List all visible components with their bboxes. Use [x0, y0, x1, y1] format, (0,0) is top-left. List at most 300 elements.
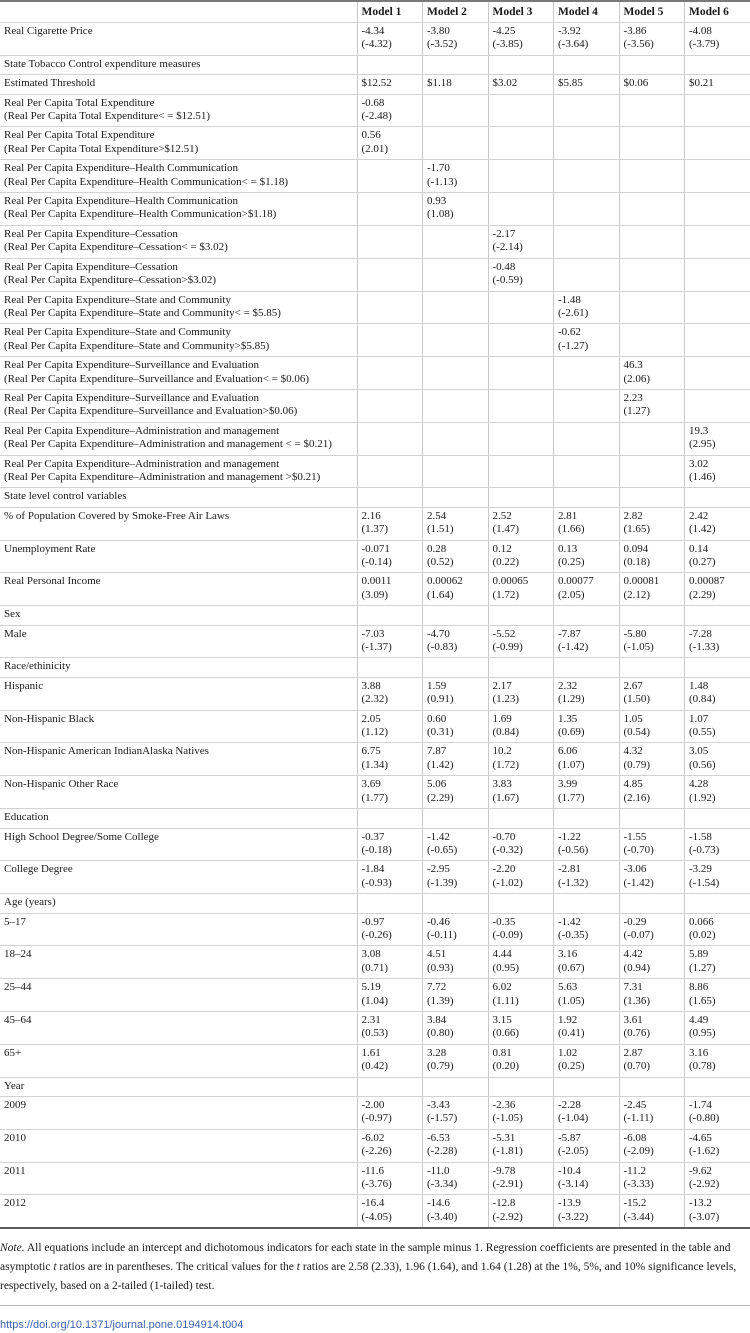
table-row: [0, 743, 750, 776]
row-label: Real Per Capita Expenditure–Surveillance and Evaluation (Real Per Capita Expenditure–Surveillance and Evaluation>$0.06): [0, 389, 357, 422]
table-row: [0, 1044, 750, 1077]
row-label: Real Per Capita Total Expenditure (Real Per Capita Total Expenditure< = $12.51): [0, 94, 357, 127]
value-cell: [554, 422, 620, 455]
value-cell: -3.92 (-3.64): [554, 23, 620, 56]
row-label: 5–17: [0, 913, 357, 946]
value-cell: [554, 389, 620, 422]
row-label: 65+: [0, 1044, 357, 1077]
value-cell: 5.63 (1.05): [554, 979, 620, 1012]
section-row: [0, 1077, 750, 1096]
value-cell: -11.2 (-3.33): [619, 1162, 685, 1195]
value-cell: 1.92 (0.41): [554, 1011, 620, 1044]
table-row: [0, 1011, 750, 1044]
value-cell: [554, 488, 620, 507]
note-segment: All equations include an intercept and dichotomous indicators for each state in the sample minus 1. Regression coefficients are presented in the table and asymptotic: [0, 1242, 730, 1273]
row-label: Non-Hispanic Black: [0, 710, 357, 743]
value-cell: [423, 809, 489, 828]
value-cell: [554, 894, 620, 913]
value-cell: -5.52 (-0.99): [488, 625, 554, 658]
value-cell: [619, 127, 685, 160]
table-header: [0, 1, 750, 23]
value-cell: 5.06 (2.29): [423, 776, 489, 809]
table-row: [0, 540, 750, 573]
value-cell: [357, 606, 423, 625]
note-segment: t: [53, 1261, 56, 1273]
value-cell: [619, 1077, 685, 1096]
value-cell: [488, 160, 554, 193]
value-cell: 4.32 (0.79): [619, 743, 685, 776]
value-cell: -0.97 (-0.26): [357, 913, 423, 946]
value-cell: 2.32 (1.29): [554, 677, 620, 710]
value-cell: 0.14 (0.27): [685, 540, 750, 573]
row-label: Real Per Capita Expenditure–Surveillance and Evaluation (Real Per Capita Expenditure–Surveillance and Evaluation< = $0.06): [0, 357, 357, 390]
value-cell: 2.17 (1.23): [488, 677, 554, 710]
value-cell: 2.05 (1.12): [357, 710, 423, 743]
column-header: Model 5: [619, 1, 685, 23]
value-cell: [488, 894, 554, 913]
value-cell: [423, 894, 489, 913]
value-cell: 8.86 (1.65): [685, 979, 750, 1012]
value-cell: [488, 606, 554, 625]
row-label: Real Personal Income: [0, 573, 357, 606]
value-cell: 5.89 (1.27): [685, 946, 750, 979]
row-label: 2012: [0, 1195, 357, 1228]
value-cell: 0.13 (0.25): [554, 540, 620, 573]
value-cell: 4.49 (0.95): [685, 1011, 750, 1044]
value-cell: [554, 160, 620, 193]
value-cell: [488, 1077, 554, 1096]
row-label: Real Per Capita Expenditure–Health Communication (Real Per Capita Expenditure–Health Communication>$1.18): [0, 193, 357, 226]
value-cell: [488, 422, 554, 455]
value-cell: -1.84 (-0.93): [357, 861, 423, 894]
value-cell: 3.08 (0.71): [357, 946, 423, 979]
table-row: [0, 193, 750, 226]
value-cell: 0.066 (0.02): [685, 913, 750, 946]
table-row: [0, 389, 750, 422]
value-cell: [357, 193, 423, 226]
table-row: [0, 1097, 750, 1130]
row-label: 18–24: [0, 946, 357, 979]
value-cell: -12.8 (-2.92): [488, 1195, 554, 1228]
value-cell: 3.15 (0.66): [488, 1011, 554, 1044]
value-cell: -1.70 (-1.13): [423, 160, 489, 193]
table-row: [0, 1129, 750, 1162]
table-row: [0, 422, 750, 455]
value-cell: -2.28 (-1.04): [554, 1097, 620, 1130]
value-cell: [423, 658, 489, 677]
value-cell: 3.02 (1.46): [685, 455, 750, 488]
value-cell: [357, 488, 423, 507]
value-cell: 7.31 (1.36): [619, 979, 685, 1012]
value-cell: 3.05 (0.56): [685, 743, 750, 776]
value-cell: 0.60 (0.31): [423, 710, 489, 743]
row-label: Male: [0, 625, 357, 658]
value-cell: [554, 658, 620, 677]
row-label: College Degree: [0, 861, 357, 894]
value-cell: -3.80 (-3.52): [423, 23, 489, 56]
value-cell: [685, 809, 750, 828]
value-cell: $5.85: [554, 75, 620, 94]
value-cell: [488, 324, 554, 357]
column-header: Model 2: [423, 1, 489, 23]
value-cell: [357, 809, 423, 828]
value-cell: [423, 389, 489, 422]
value-cell: 2.87 (0.70): [619, 1044, 685, 1077]
value-cell: -0.68 (-2.48): [357, 94, 423, 127]
value-cell: [685, 258, 750, 291]
table-row: [0, 225, 750, 258]
value-cell: 1.59 (0.91): [423, 677, 489, 710]
row-label: Real Per Capita Expenditure–Administration and management (Real Per Capita Expenditure–Administration and management < = $0.21): [0, 422, 357, 455]
value-cell: [685, 291, 750, 324]
table-row: [0, 828, 750, 861]
value-cell: 3.16 (0.67): [554, 946, 620, 979]
row-label: Sex: [0, 606, 357, 625]
value-cell: 4.28 (1.92): [685, 776, 750, 809]
row-label: Year: [0, 1077, 357, 1096]
value-cell: 2.67 (1.50): [619, 677, 685, 710]
value-cell: [685, 488, 750, 507]
row-label: High School Degree/Some College: [0, 828, 357, 861]
value-cell: 7.72 (1.39): [423, 979, 489, 1012]
value-cell: [554, 225, 620, 258]
value-cell: -0.29 (-0.07): [619, 913, 685, 946]
value-cell: [423, 422, 489, 455]
value-cell: -1.74 (-0.80): [685, 1097, 750, 1130]
row-label: Real Cigarette Price: [0, 23, 357, 56]
value-cell: -5.87 (-2.05): [554, 1129, 620, 1162]
row-label: Non-Hispanic Other Race: [0, 776, 357, 809]
table-row: [0, 861, 750, 894]
value-cell: [685, 193, 750, 226]
section-row: [0, 488, 750, 507]
value-cell: 2.23 (1.27): [619, 389, 685, 422]
table-row: [0, 291, 750, 324]
value-cell: 1.61 (0.42): [357, 1044, 423, 1077]
value-cell: -1.48 (-2.61): [554, 291, 620, 324]
value-cell: 5.19 (1.04): [357, 979, 423, 1012]
value-cell: [685, 94, 750, 127]
value-cell: -3.86 (-3.56): [619, 23, 685, 56]
row-label: 2009: [0, 1097, 357, 1130]
value-cell: [357, 658, 423, 677]
value-cell: [554, 94, 620, 127]
value-cell: 1.48 (0.84): [685, 677, 750, 710]
value-cell: -0.62 (-1.27): [554, 324, 620, 357]
row-label: Race/ethinicity: [0, 658, 357, 677]
column-header: Model 1: [357, 1, 423, 23]
value-cell: [619, 94, 685, 127]
value-cell: -15.2 (-3.44): [619, 1195, 685, 1228]
value-cell: [488, 127, 554, 160]
value-cell: -11.6 (-3.76): [357, 1162, 423, 1195]
value-cell: -2.20 (-1.02): [488, 861, 554, 894]
value-cell: 1.07 (0.55): [685, 710, 750, 743]
value-cell: [357, 160, 423, 193]
table-row: [0, 677, 750, 710]
value-cell: 1.05 (0.54): [619, 710, 685, 743]
value-cell: [488, 809, 554, 828]
table-row: [0, 94, 750, 127]
value-cell: [357, 258, 423, 291]
table-row: [0, 357, 750, 390]
row-label: Unemployment Rate: [0, 540, 357, 573]
value-cell: 19.3 (2.95): [685, 422, 750, 455]
table-body: [0, 23, 750, 1229]
value-cell: 4.44 (0.95): [488, 946, 554, 979]
value-cell: [554, 809, 620, 828]
value-cell: 2.81 (1.66): [554, 507, 620, 540]
value-cell: [357, 225, 423, 258]
doi-link[interactable]: https://doi.org/10.1371/journal.pone.0194914.t004: [0, 1319, 243, 1331]
value-cell: $1.18: [423, 75, 489, 94]
column-header: Model 6: [685, 1, 750, 23]
row-label: Age (years): [0, 894, 357, 913]
table-row: [0, 160, 750, 193]
value-cell: 0.00065 (1.72): [488, 573, 554, 606]
value-cell: 0.56 (2.01): [357, 127, 423, 160]
value-cell: [554, 193, 620, 226]
value-cell: 2.82 (1.65): [619, 507, 685, 540]
note-segment: ratios are in parentheses. The critical values for the: [57, 1261, 297, 1273]
value-cell: -10.4 (-3.14): [554, 1162, 620, 1195]
value-cell: -16.4 (-4.05): [357, 1195, 423, 1228]
row-label: Real Per Capita Expenditure–State and Community (Real Per Capita Expenditure–State and Community>$5.85): [0, 324, 357, 357]
table-row: [0, 258, 750, 291]
row-label: Real Per Capita Expenditure–Health Communication (Real Per Capita Expenditure–Health Communication< = $1.18): [0, 160, 357, 193]
value-cell: 3.99 (1.77): [554, 776, 620, 809]
value-cell: 2.31 (0.53): [357, 1011, 423, 1044]
value-cell: 6.06 (1.07): [554, 743, 620, 776]
row-label: Education: [0, 809, 357, 828]
value-cell: 1.02 (0.25): [554, 1044, 620, 1077]
value-cell: -6.53 (-2.28): [423, 1129, 489, 1162]
value-cell: -0.46 (-0.11): [423, 913, 489, 946]
value-cell: [423, 127, 489, 160]
value-cell: -2.36 (-1.05): [488, 1097, 554, 1130]
column-header: Model 4: [554, 1, 620, 23]
value-cell: 0.00081 (2.12): [619, 573, 685, 606]
table-note: [0, 1239, 750, 1295]
value-cell: [423, 455, 489, 488]
row-label: 2010: [0, 1129, 357, 1162]
value-cell: -7.28 (-1.33): [685, 625, 750, 658]
value-cell: 2.16 (1.37): [357, 507, 423, 540]
table-row: [0, 75, 750, 94]
value-cell: [554, 455, 620, 488]
value-cell: [619, 455, 685, 488]
value-cell: 3.83 (1.67): [488, 776, 554, 809]
value-cell: -13.2 (-3.07): [685, 1195, 750, 1228]
table-row: [0, 913, 750, 946]
value-cell: [423, 291, 489, 324]
value-cell: 0.81 (0.20): [488, 1044, 554, 1077]
corner-cell: [0, 1, 357, 23]
value-cell: -4.34 (-4.32): [357, 23, 423, 56]
value-cell: 3.88 (2.32): [357, 677, 423, 710]
value-cell: -7.87 (-1.42): [554, 625, 620, 658]
value-cell: [554, 258, 620, 291]
value-cell: 0.00077 (2.05): [554, 573, 620, 606]
value-cell: [488, 357, 554, 390]
value-cell: [357, 894, 423, 913]
value-cell: [619, 225, 685, 258]
value-cell: [488, 389, 554, 422]
value-cell: 0.12 (0.22): [488, 540, 554, 573]
value-cell: -9.78 (-2.91): [488, 1162, 554, 1195]
value-cell: -1.22 (-0.56): [554, 828, 620, 861]
header-row: [0, 1, 750, 23]
value-cell: [619, 258, 685, 291]
value-cell: -0.48 (-0.59): [488, 258, 554, 291]
value-cell: 3.28 (0.79): [423, 1044, 489, 1077]
value-cell: [554, 1077, 620, 1096]
value-cell: 1.69 (0.84): [488, 710, 554, 743]
value-cell: [619, 658, 685, 677]
value-cell: [357, 1077, 423, 1096]
value-cell: [619, 55, 685, 74]
value-cell: 0.00062 (1.64): [423, 573, 489, 606]
value-cell: $12.52: [357, 75, 423, 94]
value-cell: 0.0011 (3.09): [357, 573, 423, 606]
value-cell: -1.42 (-0.65): [423, 828, 489, 861]
value-cell: [619, 160, 685, 193]
value-cell: 1.35 (0.69): [554, 710, 620, 743]
table-row: [0, 573, 750, 606]
value-cell: [357, 422, 423, 455]
table-row: [0, 776, 750, 809]
value-cell: $3.02: [488, 75, 554, 94]
row-label: Non-Hispanic American IndianAlaska Natives: [0, 743, 357, 776]
table-row: [0, 507, 750, 540]
value-cell: -6.02 (-2.26): [357, 1129, 423, 1162]
value-cell: 0.00087 (2.29): [685, 573, 750, 606]
value-cell: [488, 55, 554, 74]
value-cell: 4.51 (0.93): [423, 946, 489, 979]
value-cell: [357, 389, 423, 422]
value-cell: -14.6 (-3.40): [423, 1195, 489, 1228]
value-cell: -3.43 (-1.57): [423, 1097, 489, 1130]
row-label: State level control variables: [0, 488, 357, 507]
row-label: Real Per Capita Expenditure–Cessation (Real Per Capita Expenditure–Cessation< = $3.02): [0, 225, 357, 258]
value-cell: [554, 357, 620, 390]
value-cell: -0.70 (-0.32): [488, 828, 554, 861]
row-label: Hispanic: [0, 677, 357, 710]
value-cell: 46.3 (2.06): [619, 357, 685, 390]
table-row: [0, 127, 750, 160]
row-label: Real Per Capita Total Expenditure (Real Per Capita Total Expenditure>$12.51): [0, 127, 357, 160]
value-cell: -0.35 (-0.09): [488, 913, 554, 946]
value-cell: [685, 389, 750, 422]
section-row: [0, 606, 750, 625]
value-cell: -2.00 (-0.97): [357, 1097, 423, 1130]
value-cell: -1.55 (-0.70): [619, 828, 685, 861]
value-cell: [357, 291, 423, 324]
value-cell: -2.95 (-1.39): [423, 861, 489, 894]
value-cell: [488, 658, 554, 677]
value-cell: 3.84 (0.80): [423, 1011, 489, 1044]
value-cell: [423, 606, 489, 625]
table-row: [0, 946, 750, 979]
value-cell: [554, 55, 620, 74]
value-cell: [423, 55, 489, 74]
value-cell: -1.58 (-0.73): [685, 828, 750, 861]
value-cell: -3.29 (-1.54): [685, 861, 750, 894]
value-cell: [619, 488, 685, 507]
column-header: Model 3: [488, 1, 554, 23]
table-row: [0, 324, 750, 357]
value-cell: [685, 658, 750, 677]
value-cell: -2.45 (-1.11): [619, 1097, 685, 1130]
value-cell: 4.85 (2.16): [619, 776, 685, 809]
value-cell: [619, 422, 685, 455]
value-cell: -6.08 (-2.09): [619, 1129, 685, 1162]
value-cell: -1.42 (-0.35): [554, 913, 620, 946]
value-cell: -13.9 (-3.22): [554, 1195, 620, 1228]
value-cell: [488, 193, 554, 226]
value-cell: [423, 225, 489, 258]
value-cell: 2.54 (1.51): [423, 507, 489, 540]
value-cell: [357, 357, 423, 390]
value-cell: [488, 291, 554, 324]
table-row: [0, 1195, 750, 1228]
table-row: [0, 710, 750, 743]
value-cell: -2.81 (-1.32): [554, 861, 620, 894]
value-cell: [357, 55, 423, 74]
value-cell: -4.25 (-3.85): [488, 23, 554, 56]
value-cell: [554, 606, 620, 625]
value-cell: 4.42 (0.94): [619, 946, 685, 979]
value-cell: [357, 324, 423, 357]
table-row: [0, 1162, 750, 1195]
value-cell: -5.80 (-1.05): [619, 625, 685, 658]
value-cell: -0.37 (-0.18): [357, 828, 423, 861]
value-cell: 3.69 (1.77): [357, 776, 423, 809]
value-cell: 0.93 (1.08): [423, 193, 489, 226]
value-cell: [619, 894, 685, 913]
note-segment: Note.: [0, 1242, 25, 1254]
value-cell: [423, 258, 489, 291]
row-label: State Tobacco Control expenditure measures: [0, 55, 357, 74]
value-cell: [685, 324, 750, 357]
value-cell: 2.52 (1.47): [488, 507, 554, 540]
row-label: % of Population Covered by Smoke-Free Air Laws: [0, 507, 357, 540]
table-row: [0, 23, 750, 56]
value-cell: $0.06: [619, 75, 685, 94]
value-cell: [554, 127, 620, 160]
value-cell: 10.2 (1.72): [488, 743, 554, 776]
value-cell: [685, 1077, 750, 1096]
row-label: 25–44: [0, 979, 357, 1012]
value-cell: [619, 606, 685, 625]
section-row: [0, 809, 750, 828]
table-row: [0, 455, 750, 488]
section-row: [0, 658, 750, 677]
value-cell: [685, 225, 750, 258]
value-cell: -7.03 (-1.37): [357, 625, 423, 658]
row-label: 45–64: [0, 1011, 357, 1044]
row-label: Real Per Capita Expenditure–State and Community (Real Per Capita Expenditure–State and Community< = $5.85): [0, 291, 357, 324]
value-cell: [423, 94, 489, 127]
value-cell: $0.21: [685, 75, 750, 94]
value-cell: 3.16 (0.78): [685, 1044, 750, 1077]
value-cell: [685, 894, 750, 913]
value-cell: -9.62 (-2.92): [685, 1162, 750, 1195]
section-row: [0, 55, 750, 74]
divider: [0, 1305, 750, 1306]
value-cell: -0.071 (-0.14): [357, 540, 423, 573]
value-cell: -4.65 (-1.62): [685, 1129, 750, 1162]
